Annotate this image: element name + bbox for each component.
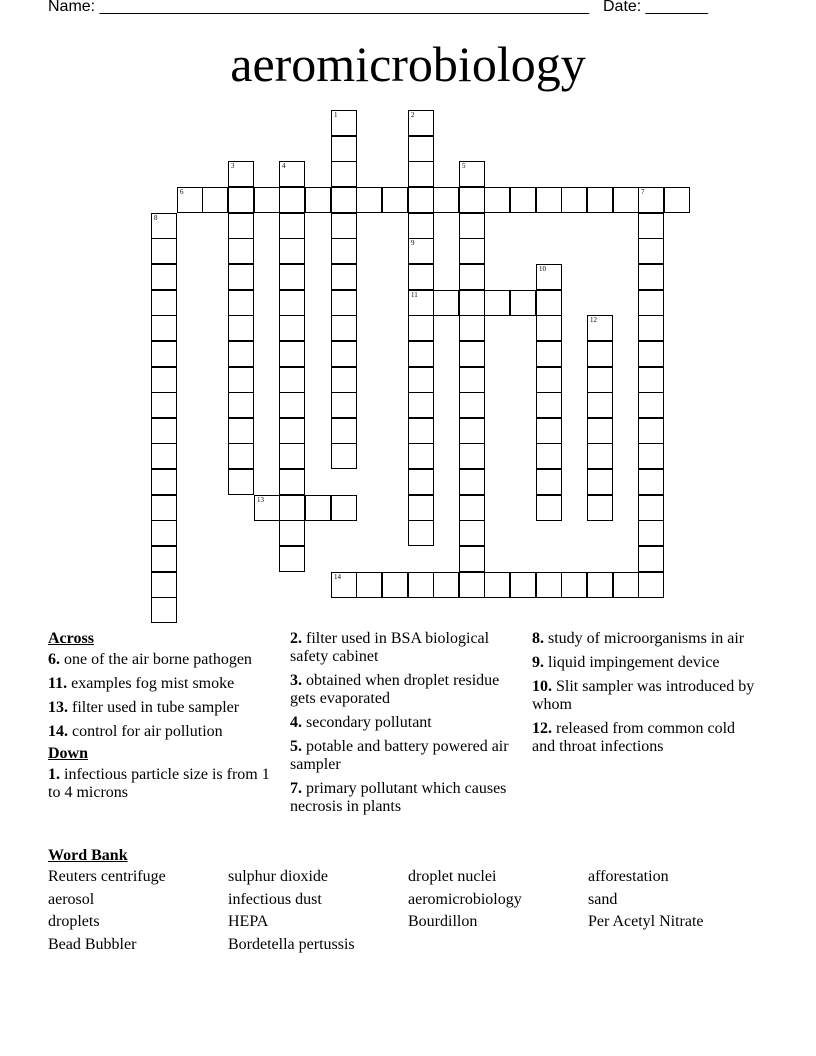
grid-cell[interactable] xyxy=(279,213,305,239)
date-field[interactable]: Date: _______ xyxy=(602,0,708,15)
grid-cell[interactable] xyxy=(638,264,664,290)
grid-cell[interactable] xyxy=(331,136,357,162)
cell-number: 3 xyxy=(231,162,235,170)
clue-across-6: 6. one of the air borne pathogen xyxy=(48,651,252,668)
grid-cell[interactable] xyxy=(151,367,177,393)
across-heading: Across xyxy=(48,630,94,647)
grid-cell[interactable] xyxy=(151,315,177,341)
grid-cell[interactable] xyxy=(408,469,434,495)
grid-cell[interactable] xyxy=(638,341,664,367)
grid-cell[interactable] xyxy=(408,367,434,393)
grid-cell[interactable] xyxy=(279,315,305,341)
grid-cell[interactable] xyxy=(536,443,562,469)
grid-cell[interactable] xyxy=(510,187,536,213)
grid-cell[interactable] xyxy=(254,187,280,213)
cell-number: 9 xyxy=(411,239,415,247)
cell-number: 2 xyxy=(411,111,415,119)
grid-cell[interactable] xyxy=(536,264,562,290)
grid-cell[interactable] xyxy=(151,520,177,546)
cell-number: 10 xyxy=(539,265,546,273)
grid-cell[interactable] xyxy=(331,110,357,136)
word-bank-word: aeromicrobiology xyxy=(408,890,522,908)
grid-cell[interactable] xyxy=(151,290,177,316)
grid-cell[interactable] xyxy=(510,290,536,316)
grid-cell[interactable] xyxy=(484,572,510,598)
grid-cell[interactable] xyxy=(228,469,254,495)
grid-cell[interactable] xyxy=(382,572,408,598)
down-heading: Down xyxy=(48,745,89,762)
grid-cell[interactable] xyxy=(228,187,254,213)
clue-across-11: 11. examples fog mist smoke xyxy=(48,675,235,692)
grid-cell[interactable] xyxy=(638,546,664,572)
grid-cell[interactable] xyxy=(459,187,485,213)
grid-cell[interactable] xyxy=(331,495,357,521)
grid-cell[interactable] xyxy=(279,264,305,290)
grid-cell[interactable] xyxy=(638,187,664,213)
grid-cell[interactable] xyxy=(279,367,305,393)
grid-cell[interactable] xyxy=(638,238,664,264)
grid-cell[interactable] xyxy=(331,315,357,341)
grid-cell[interactable] xyxy=(279,341,305,367)
grid-cell[interactable] xyxy=(279,290,305,316)
grid-cell[interactable] xyxy=(459,546,485,572)
grid-cell[interactable] xyxy=(254,495,280,521)
grid-cell[interactable] xyxy=(613,187,639,213)
clue-across-14: 14. control for air pollution xyxy=(48,723,223,740)
word-bank xyxy=(48,846,768,956)
grid-cell[interactable] xyxy=(459,572,485,598)
grid-cell[interactable] xyxy=(408,264,434,290)
grid-cell[interactable] xyxy=(408,161,434,187)
clue-down-4: 4. secondary pollutant xyxy=(290,714,432,731)
grid-cell[interactable] xyxy=(408,418,434,444)
word-bank-heading: Word Bank xyxy=(48,847,128,864)
cell-number: 1 xyxy=(334,111,338,119)
word-bank-word: Reuters centrifuge xyxy=(48,868,166,885)
grid-cell[interactable] xyxy=(279,495,305,521)
grid-cell[interactable] xyxy=(587,469,613,495)
grid-cell[interactable] xyxy=(638,495,664,521)
grid-cell[interactable] xyxy=(228,443,254,469)
grid-cell[interactable] xyxy=(459,290,485,316)
grid-cell[interactable] xyxy=(408,238,434,264)
grid-cell[interactable] xyxy=(177,187,203,213)
grid-cell[interactable] xyxy=(305,187,331,213)
cell-number: 8 xyxy=(154,214,158,222)
clue-down-5: 5. potable and battery powered air sampler xyxy=(290,738,509,773)
clue-down-7: 7. primary pollutant which causes necrosis in plants xyxy=(290,780,507,815)
clues-column-1 xyxy=(48,630,273,808)
grid-cell[interactable] xyxy=(536,495,562,521)
grid-cell[interactable] xyxy=(587,392,613,418)
clue-down-3: 3. obtained when droplet residue gets evaporated xyxy=(290,672,500,707)
grid-cell[interactable] xyxy=(561,187,587,213)
clue-down-1: 1. infectious particle size is from 1 to 4 microns xyxy=(48,766,270,801)
word-bank-word: HEPA xyxy=(228,913,269,930)
grid-cell[interactable] xyxy=(228,341,254,367)
grid-cell[interactable] xyxy=(664,187,690,213)
grid-cell[interactable] xyxy=(536,187,562,213)
grid-cell[interactable] xyxy=(151,597,177,623)
grid-cell[interactable] xyxy=(228,418,254,444)
grid-cell[interactable] xyxy=(151,392,177,418)
grid-cell[interactable] xyxy=(638,213,664,239)
name-field[interactable]: Name: _______________________________________________________ xyxy=(48,0,589,15)
grid-cell[interactable] xyxy=(331,418,357,444)
grid-cell[interactable] xyxy=(228,392,254,418)
clue-down-2: 2. filter used in BSA biological safety cabinet xyxy=(290,630,490,665)
grid-cell[interactable] xyxy=(638,469,664,495)
cell-number: 4 xyxy=(282,162,286,170)
grid-cell[interactable] xyxy=(587,418,613,444)
word-bank-word: droplets xyxy=(48,913,100,930)
puzzle-title: aeromicrobiology xyxy=(230,36,586,92)
grid-cell[interactable] xyxy=(331,161,357,187)
grid-cell[interactable] xyxy=(536,469,562,495)
grid-cell[interactable] xyxy=(279,469,305,495)
grid-cell[interactable] xyxy=(433,187,459,213)
grid-cell[interactable] xyxy=(459,367,485,393)
grid-cell[interactable] xyxy=(561,572,587,598)
grid-cell[interactable] xyxy=(638,418,664,444)
clue-down-10: 10. Slit sampler was introduced by whom xyxy=(532,678,755,713)
grid-cell[interactable] xyxy=(279,418,305,444)
cell-number: 6 xyxy=(180,188,184,196)
grid-cell[interactable] xyxy=(459,418,485,444)
grid-cell[interactable] xyxy=(587,341,613,367)
word-bank-word: aerosol xyxy=(48,890,95,908)
grid-cell[interactable] xyxy=(151,341,177,367)
cell-number: 7 xyxy=(641,188,645,196)
grid-cell[interactable] xyxy=(228,290,254,316)
grid-cell[interactable] xyxy=(279,238,305,264)
cell-number: 11 xyxy=(411,291,418,299)
grid-cell[interactable] xyxy=(459,161,485,187)
grid-cell[interactable] xyxy=(356,572,382,598)
grid-cell[interactable] xyxy=(459,520,485,546)
clue-down-12: 12. released from common cold and throat infections xyxy=(532,720,736,755)
grid-cell[interactable] xyxy=(587,572,613,598)
grid-cell[interactable] xyxy=(331,392,357,418)
grid-cell[interactable] xyxy=(587,443,613,469)
grid-cell[interactable] xyxy=(587,315,613,341)
grid-cell[interactable] xyxy=(459,264,485,290)
word-bank-word: infectious dust xyxy=(228,890,322,908)
word-bank-word: Bourdillon xyxy=(408,913,478,930)
grid-cell[interactable] xyxy=(536,392,562,418)
grid-cell[interactable] xyxy=(408,187,434,213)
grid-cell[interactable] xyxy=(433,290,459,316)
clues-column-2 xyxy=(290,630,515,822)
grid-cell[interactable] xyxy=(408,110,434,136)
grid-cell[interactable] xyxy=(228,264,254,290)
grid-cell[interactable] xyxy=(279,187,305,213)
word-bank-word: Per Acetyl Nitrate xyxy=(588,913,704,930)
grid-cell[interactable] xyxy=(202,187,228,213)
grid-cell[interactable] xyxy=(279,443,305,469)
grid-cell[interactable] xyxy=(382,187,408,213)
grid-cell[interactable] xyxy=(228,238,254,264)
grid-cell[interactable] xyxy=(459,315,485,341)
grid-cell[interactable] xyxy=(279,546,305,572)
clues-column-3 xyxy=(532,630,757,762)
grid-cell[interactable] xyxy=(484,290,510,316)
name-date-line xyxy=(48,0,708,16)
grid-cell[interactable] xyxy=(331,213,357,239)
word-bank-word: sand xyxy=(588,890,618,908)
word-bank-word: droplet nuclei xyxy=(408,868,497,885)
grid-cell[interactable] xyxy=(151,572,177,598)
grid-cell[interactable] xyxy=(536,290,562,316)
word-bank-word: Bead Bubbler xyxy=(48,935,137,953)
grid-cell[interactable] xyxy=(408,290,434,316)
grid-cell[interactable] xyxy=(536,418,562,444)
grid-cell[interactable] xyxy=(151,546,177,572)
grid-cell[interactable] xyxy=(638,367,664,393)
grid-cell[interactable] xyxy=(459,469,485,495)
grid-cell[interactable] xyxy=(151,495,177,521)
grid-cell[interactable] xyxy=(279,520,305,546)
grid-cell[interactable] xyxy=(151,213,177,239)
grid-cell[interactable] xyxy=(331,238,357,264)
word-bank-word: Bordetella pertussis xyxy=(228,935,355,953)
cell-number: 12 xyxy=(590,316,597,324)
grid-cell[interactable] xyxy=(151,443,177,469)
cell-number: 5 xyxy=(462,162,466,170)
grid-cell[interactable] xyxy=(536,572,562,598)
grid-cell[interactable] xyxy=(510,572,536,598)
grid-cell[interactable] xyxy=(228,213,254,239)
grid-cell[interactable] xyxy=(331,443,357,469)
grid-cell[interactable] xyxy=(536,341,562,367)
clue-across-13: 13. filter used in tube sampler xyxy=(48,699,240,716)
grid-cell[interactable] xyxy=(459,238,485,264)
grid-cell[interactable] xyxy=(459,213,485,239)
grid-cell[interactable] xyxy=(279,161,305,187)
grid-cell[interactable] xyxy=(151,238,177,264)
grid-cell[interactable] xyxy=(331,572,357,598)
grid-cell[interactable] xyxy=(408,315,434,341)
grid-cell[interactable] xyxy=(408,341,434,367)
grid-cell[interactable] xyxy=(228,315,254,341)
grid-cell[interactable] xyxy=(638,520,664,546)
grid-cell[interactable] xyxy=(331,290,357,316)
cell-number: 13 xyxy=(257,496,264,504)
grid-cell[interactable] xyxy=(536,315,562,341)
grid-cell[interactable] xyxy=(151,418,177,444)
grid-cell[interactable] xyxy=(356,187,382,213)
grid-cell[interactable] xyxy=(151,264,177,290)
grid-cell[interactable] xyxy=(459,443,485,469)
grid-cell[interactable] xyxy=(638,572,664,598)
grid-cell[interactable] xyxy=(638,290,664,316)
grid-cell[interactable] xyxy=(536,367,562,393)
grid-cell[interactable] xyxy=(459,341,485,367)
grid-cell[interactable] xyxy=(331,341,357,367)
cell-number: 14 xyxy=(334,573,341,581)
grid-cell[interactable] xyxy=(408,136,434,162)
grid-cell[interactable] xyxy=(279,392,305,418)
word-bank-list xyxy=(48,866,768,956)
grid-cell[interactable] xyxy=(433,572,459,598)
grid-cell[interactable] xyxy=(638,392,664,418)
grid-cell[interactable] xyxy=(228,367,254,393)
word-bank-word: afforestation xyxy=(588,868,669,885)
grid-cell[interactable] xyxy=(331,367,357,393)
grid-cell[interactable] xyxy=(408,572,434,598)
grid-cell[interactable] xyxy=(408,495,434,521)
grid-cell[interactable] xyxy=(484,187,510,213)
grid-cell[interactable] xyxy=(408,520,434,546)
grid-cell[interactable] xyxy=(331,187,357,213)
clue-down-8: 8. study of microorganisms in air xyxy=(532,630,745,647)
grid-cell[interactable] xyxy=(638,443,664,469)
grid-cell[interactable] xyxy=(638,315,664,341)
grid-cell[interactable] xyxy=(408,443,434,469)
grid-cell[interactable] xyxy=(408,392,434,418)
grid-cell[interactable] xyxy=(305,495,331,521)
clue-down-9: 9. liquid impingement device xyxy=(532,654,720,671)
grid-cell[interactable] xyxy=(587,187,613,213)
grid-cell[interactable] xyxy=(459,392,485,418)
grid-cell[interactable] xyxy=(331,264,357,290)
grid-cell[interactable] xyxy=(459,495,485,521)
grid-cell[interactable] xyxy=(613,572,639,598)
grid-cell[interactable] xyxy=(408,213,434,239)
grid-cell[interactable] xyxy=(228,161,254,187)
grid-cell[interactable] xyxy=(587,367,613,393)
grid-cell[interactable] xyxy=(151,469,177,495)
grid-cell[interactable] xyxy=(587,495,613,521)
word-bank-word: sulphur dioxide xyxy=(228,868,328,885)
